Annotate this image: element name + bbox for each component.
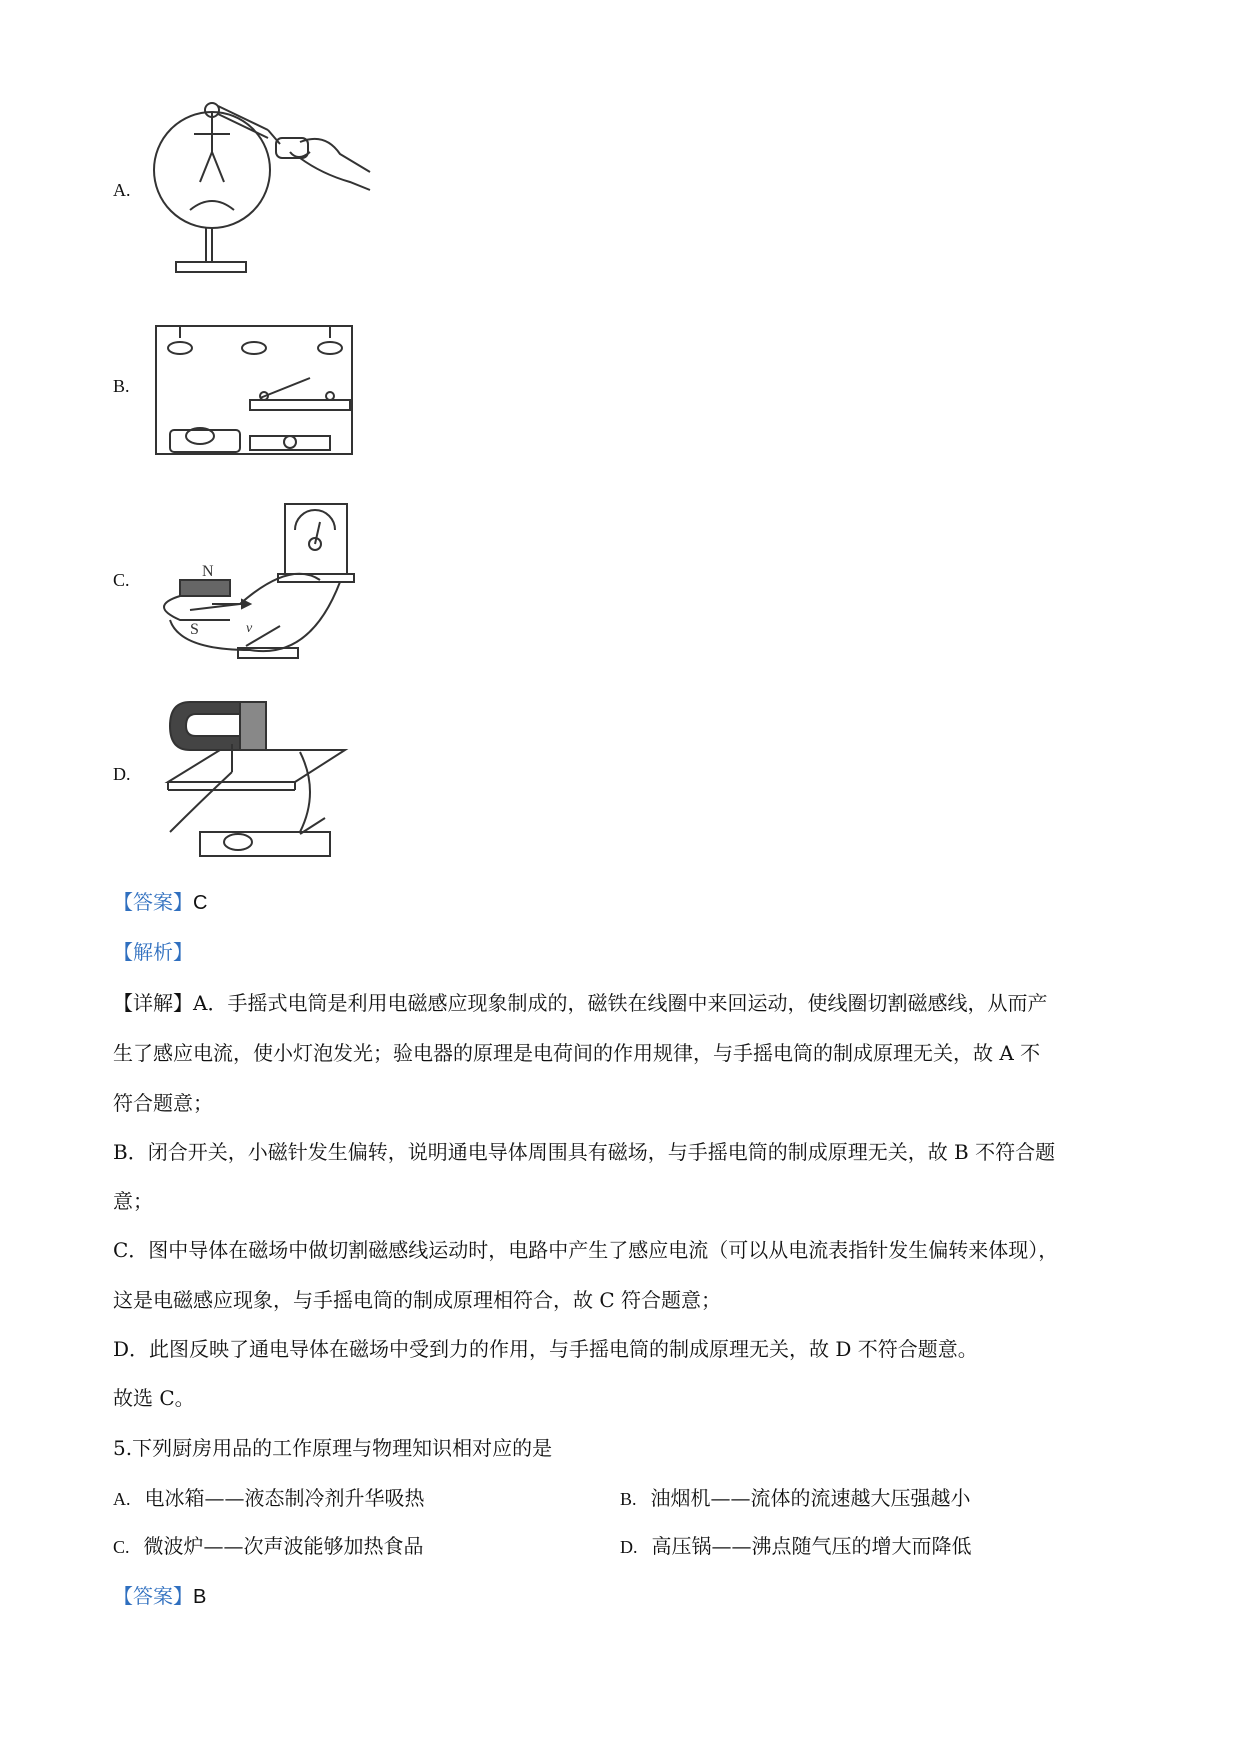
answer-value: C <box>193 892 208 914</box>
detail-line: 【详解】A．手摇式电筒是利用电磁感应现象制成的，磁铁在线圈中来回运动，使线圈切割磁感线，从而产 <box>113 991 1048 1015</box>
option-letter-a: A. <box>113 180 131 200</box>
option-letter-c: C. <box>113 570 130 590</box>
detail-line: 生了感应电流，使小灯泡发光；验电器的原理是电荷间的作用规律，与手摇电筒的制成原理无关，故 A 不 <box>113 1041 1041 1065</box>
electroscope-with-hand-figure <box>150 92 380 292</box>
answer-label: 【答案】 <box>113 1584 193 1608</box>
detail-line: 符合题意； <box>113 1091 213 1115</box>
q5-choice-d <box>620 1530 972 1559</box>
choice-text: 高压锅——沸点随气压的增大而降低 <box>651 1534 972 1558</box>
choice-letter: A. <box>113 1489 131 1509</box>
q5-answer <box>113 1580 206 1609</box>
choice-text: 油烟机——流体的流速越大压强越小 <box>650 1486 971 1510</box>
detail-line: C．图中导体在磁场中做切割磁感线运动时，电路中产生了感应电流（可以从电流表指针发生偏转来体现）， <box>113 1238 1059 1262</box>
q5-stem: 5.下列厨房用品的工作原理与物理知识相对应的是 <box>113 1436 553 1460</box>
answer-label: 【答案】 <box>113 890 193 914</box>
option-letter-d: D. <box>113 764 131 784</box>
detail-line: 意； <box>113 1189 153 1213</box>
induction-galvanometer-figure <box>150 500 370 675</box>
svg-text:S: S <box>190 621 199 638</box>
q4-answer <box>113 886 207 915</box>
detail-line: D．此图反映了通电导体在磁场中受到力的作用，与手摇电筒的制成原理无关，故 D 不符合题意。 <box>113 1337 978 1361</box>
analysis-label: 【解析】 <box>113 940 193 964</box>
q5-choice-c <box>113 1530 424 1559</box>
choice-text: 微波炉——次声波能够加热食品 <box>143 1534 424 1558</box>
q5-choice-a <box>113 1482 425 1511</box>
choice-text: 电冰箱——液态制冷剂升华吸热 <box>144 1486 425 1510</box>
detail-line: 故选 C。 <box>113 1386 195 1410</box>
choice-letter: B. <box>620 1489 637 1509</box>
option-letter-b: B. <box>113 376 130 396</box>
svg-text:N: N <box>202 563 214 580</box>
svg-text:v: v <box>246 621 253 636</box>
detail-line: 这是电磁感应现象，与手摇电筒的制成原理相符合，故 C 符合题意； <box>113 1288 722 1312</box>
choice-letter: C. <box>113 1537 130 1557</box>
choice-letter: D. <box>620 1537 638 1557</box>
answer-value: B <box>193 1586 207 1608</box>
motor-principle-figure <box>160 692 360 867</box>
detail-line: B．闭合开关，小磁针发生偏转，说明通电导体周围具有磁场，与手摇电筒的制成原理无关，故 B 不符合题 <box>113 1140 1056 1164</box>
q5-choice-b <box>620 1482 971 1511</box>
oersted-circuit-figure <box>150 320 360 470</box>
